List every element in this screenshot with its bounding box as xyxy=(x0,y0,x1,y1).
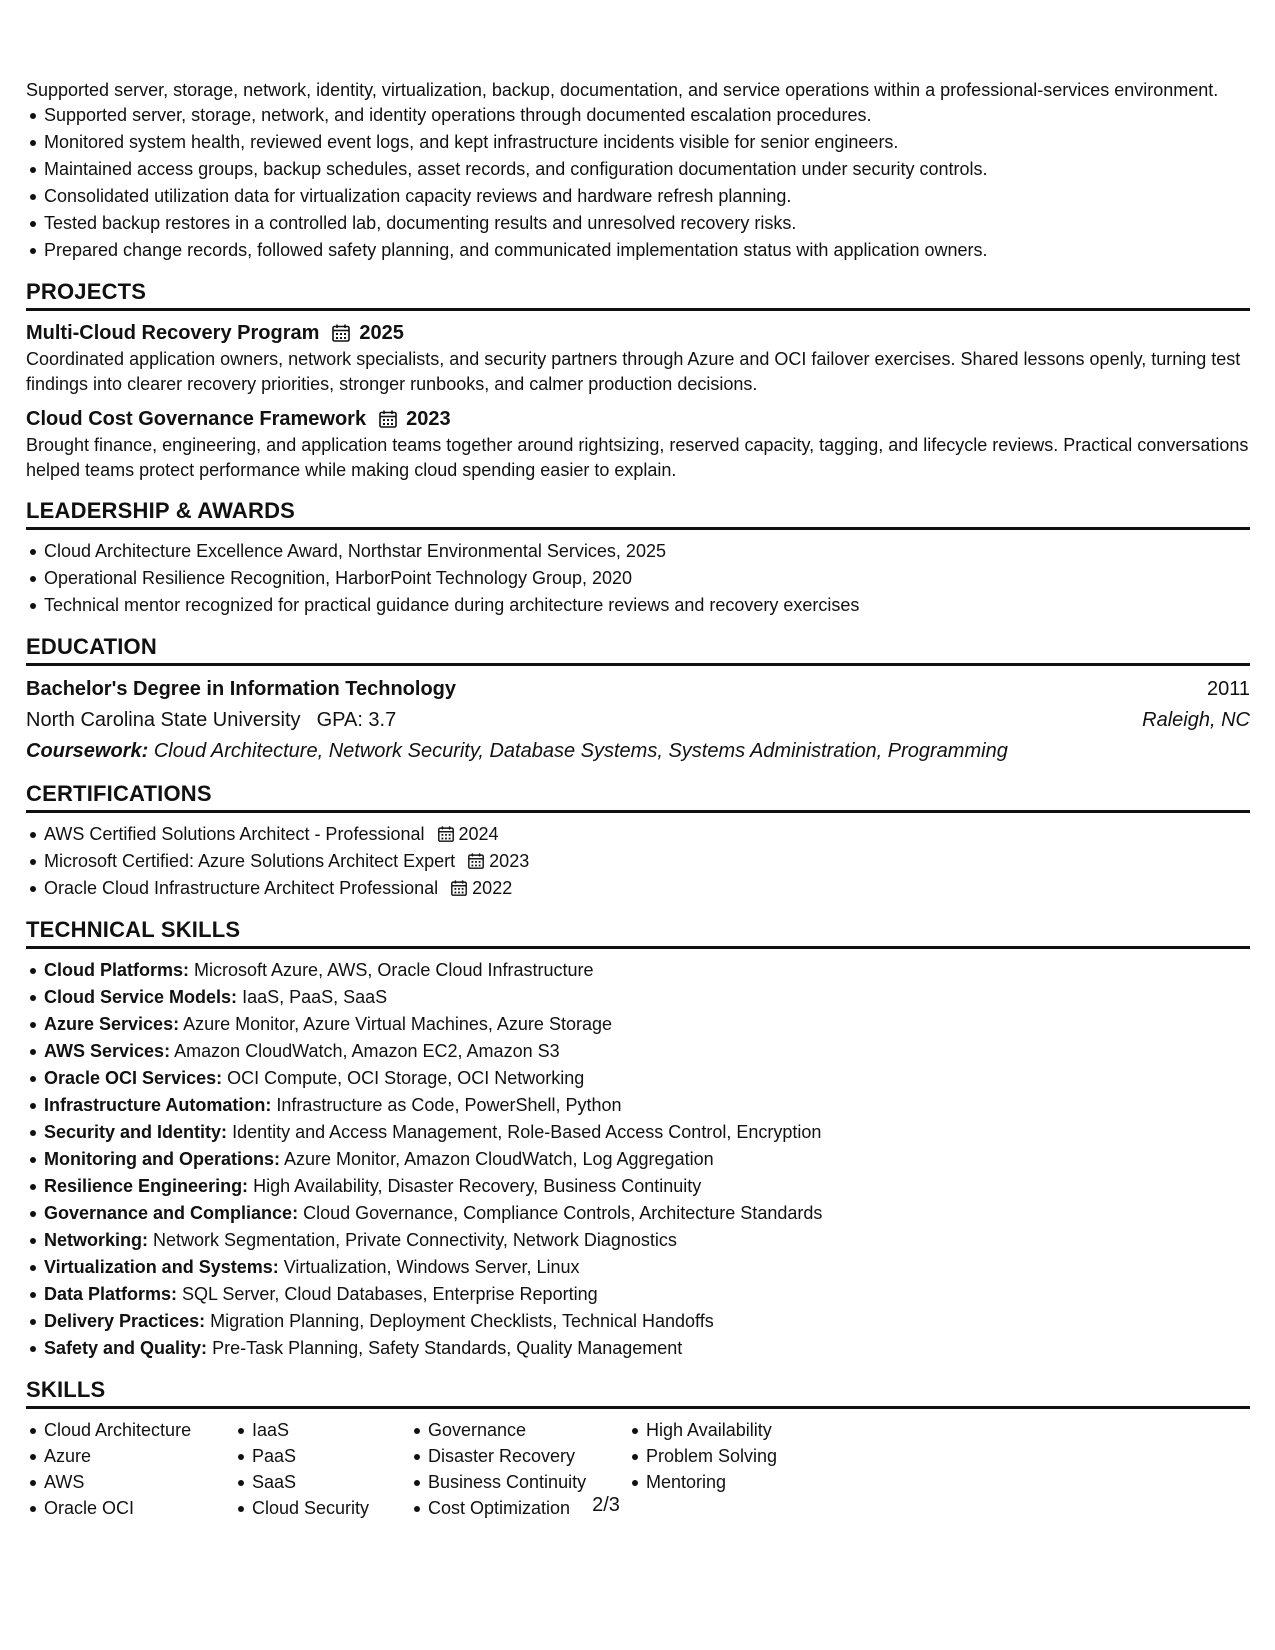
skill-category: Security and Identity: xyxy=(44,1122,228,1142)
calendar-icon xyxy=(450,879,468,897)
skill-values: Identity and Access Management, Role-Based Access Control, Encryption xyxy=(232,1122,822,1142)
list-item: Supported server, storage, network, and identity operations through documented escalation procedures. xyxy=(44,102,1250,129)
awards-section xyxy=(26,497,1250,619)
coursework-label: Coursework: xyxy=(26,740,149,762)
section-title: SKILLS xyxy=(26,1376,1250,1409)
list-item xyxy=(44,1200,1250,1227)
certification-year: 2024 xyxy=(458,824,499,844)
skill-category: Monitoring and Operations: xyxy=(44,1149,280,1169)
section-title: LEADERSHIP & AWARDS xyxy=(26,497,1250,530)
section-title: TECHNICAL SKILLS xyxy=(26,916,1250,949)
project-item xyxy=(26,319,1250,397)
list-item xyxy=(44,1173,1250,1200)
technical-skills-list xyxy=(26,957,1250,1362)
intro-bullets xyxy=(26,102,1250,264)
list-item: Prepared change records, followed safety planning, and communicated implementation status with application owners. xyxy=(44,237,1250,264)
list-item xyxy=(44,1119,1250,1146)
certification-year: 2023 xyxy=(489,851,530,871)
list-item: Mentoring xyxy=(646,1469,846,1495)
gpa: GPA: 3.7 xyxy=(316,709,397,731)
skill-category: Virtualization and Systems: xyxy=(44,1257,279,1277)
skill-values: IaaS, PaaS, SaaS xyxy=(242,987,388,1007)
skill-values: Migration Planning, Deployment Checklists, Technical Handoffs xyxy=(210,1311,714,1331)
list-item: AWS xyxy=(44,1469,234,1495)
project-name: Multi-Cloud Recovery Program xyxy=(26,322,320,344)
project-description: Coordinated application owners, network specialists, and security partners through Azure and OCI failover exercises. Shared lessons openly, turning test findings into clearer recovery priorities, stronger runbooks, and calmer production decisions. xyxy=(26,349,1241,394)
list-item xyxy=(44,1281,1250,1308)
list-item: Oracle OCI xyxy=(44,1495,234,1521)
resume-page xyxy=(26,78,1250,1521)
list-item: Azure xyxy=(44,1443,234,1469)
coursework-list: Cloud Architecture, Network Security, Database Systems, Systems Administration, Programming xyxy=(153,740,1008,762)
section-title: CERTIFICATIONS xyxy=(26,780,1250,813)
list-item: High Availability xyxy=(646,1417,846,1443)
degree-title: Bachelor's Degree in Information Technology xyxy=(26,678,457,700)
skill-category: Azure Services: xyxy=(44,1014,180,1034)
intro-summary: Supported server, storage, network, identity, virtualization, backup, documentation, and service operations within a professional-services environment. xyxy=(26,80,1219,100)
list-item: Cloud Architecture Excellence Award, Northstar Environmental Services, 2025 xyxy=(44,538,1250,565)
skill-values: Azure Monitor, Amazon CloudWatch, Log Aggregation xyxy=(284,1149,714,1169)
projects-section xyxy=(26,278,1250,483)
project-description: Brought finance, engineering, and application teams together around rightsizing, reserved capacity, tagging, and lifecycle reviews. Practical conversations helped teams protect performance while making cloud spending easier to explain. xyxy=(26,435,1249,480)
skill-values: High Availability, Disaster Recovery, Business Continuity xyxy=(253,1176,702,1196)
list-item: Cloud Security xyxy=(252,1495,410,1521)
skill-values: Microsoft Azure, AWS, Oracle Cloud Infrastructure xyxy=(194,960,594,980)
school-location: Raleigh, NC xyxy=(1142,709,1250,731)
list-item xyxy=(44,957,1250,984)
graduation-year: 2011 xyxy=(1206,678,1250,700)
list-item: Operational Resilience Recognition, HarborPoint Technology Group, 2020 xyxy=(44,565,1250,592)
list-item xyxy=(44,984,1250,1011)
skill-category: Cloud Service Models: xyxy=(44,987,238,1007)
calendar-icon xyxy=(437,825,455,843)
calendar-icon xyxy=(378,409,398,429)
skill-values: Network Segmentation, Private Connectivity, Network Diagnostics xyxy=(153,1230,677,1250)
certifications-list xyxy=(26,821,1250,902)
list-item: Technical mentor recognized for practical guidance during architecture reviews and recovery exercises xyxy=(44,592,1250,619)
list-item: SaaS xyxy=(252,1469,410,1495)
project-year: 2025 xyxy=(359,322,404,344)
list-item: Problem Solving xyxy=(646,1443,846,1469)
education-section xyxy=(26,633,1250,766)
list-item xyxy=(44,1146,1250,1173)
list-item: Consolidated utilization data for virtualization capacity reviews and hardware refresh planning. xyxy=(44,183,1250,210)
coursework xyxy=(26,736,1250,766)
list-item: Cloud Architecture xyxy=(44,1417,234,1443)
skill-values: SQL Server, Cloud Databases, Enterprise Reporting xyxy=(182,1284,598,1304)
section-title: EDUCATION xyxy=(26,633,1250,666)
school-name: North Carolina State University xyxy=(26,709,301,731)
skill-category: AWS Services: xyxy=(44,1041,171,1061)
list-item xyxy=(44,1308,1250,1335)
list-item xyxy=(44,848,1250,875)
certification-name: AWS Certified Solutions Architect - Professional xyxy=(44,824,425,844)
list-item: Monitored system health, reviewed event logs, and kept infrastructure incidents visible for senior engineers. xyxy=(44,129,1250,156)
skill-values: Cloud Governance, Compliance Controls, Architecture Standards xyxy=(303,1203,823,1223)
skill-values: OCI Compute, OCI Storage, OCI Networking xyxy=(227,1068,585,1088)
education-header xyxy=(26,674,1250,705)
skill-category: Resilience Engineering: xyxy=(44,1176,249,1196)
certification-year: 2022 xyxy=(472,878,513,898)
list-item: Cost Optimization xyxy=(428,1495,628,1521)
education-details xyxy=(26,705,1250,736)
list-item: Maintained access groups, backup schedules, asset records, and configuration documentation under security controls. xyxy=(44,156,1250,183)
project-name: Cloud Cost Governance Framework xyxy=(26,408,367,430)
list-item xyxy=(44,821,1250,848)
calendar-icon xyxy=(331,323,351,343)
list-item: Governance xyxy=(428,1417,628,1443)
certification-name: Microsoft Certified: Azure Solutions Architect Expert xyxy=(44,851,456,871)
list-item xyxy=(44,1254,1250,1281)
list-item xyxy=(44,1092,1250,1119)
list-item xyxy=(44,1038,1250,1065)
skill-values: Pre-Task Planning, Safety Standards, Quality Management xyxy=(212,1338,683,1358)
list-item: Tested backup restores in a controlled lab, documenting results and unresolved recovery risks. xyxy=(44,210,1250,237)
list-item xyxy=(44,1011,1250,1038)
skill-category: Governance and Compliance: xyxy=(44,1203,299,1223)
list-item: IaaS xyxy=(252,1417,410,1443)
list-item: PaaS xyxy=(252,1443,410,1469)
skill-category: Infrastructure Automation: xyxy=(44,1095,272,1115)
skill-values: Infrastructure as Code, PowerShell, Python xyxy=(276,1095,622,1115)
list-item xyxy=(44,1227,1250,1254)
skill-values: Azure Monitor, Azure Virtual Machines, Azure Storage xyxy=(183,1014,612,1034)
list-item: Disaster Recovery xyxy=(428,1443,628,1469)
skill-category: Oracle OCI Services: xyxy=(44,1068,223,1088)
skill-category: Safety and Quality: xyxy=(44,1338,208,1358)
technical-skills-section xyxy=(26,916,1250,1362)
skill-category: Cloud Platforms: xyxy=(44,960,190,980)
skill-values: Virtualization, Windows Server, Linux xyxy=(283,1257,580,1277)
certification-name: Oracle Cloud Infrastructure Architect Professional xyxy=(44,878,439,898)
list-item xyxy=(44,1065,1250,1092)
certifications-section xyxy=(26,780,1250,902)
skill-category: Networking: xyxy=(44,1230,149,1250)
skill-category: Delivery Practices: xyxy=(44,1311,206,1331)
list-item xyxy=(44,875,1250,902)
calendar-icon xyxy=(467,852,485,870)
page-number: 2/3 xyxy=(592,1494,620,1516)
list-item xyxy=(44,1335,1250,1362)
section-title: PROJECTS xyxy=(26,278,1250,311)
list-item: Business Continuity xyxy=(428,1469,628,1495)
skill-values: Amazon CloudWatch, Amazon EC2, Amazon S3 xyxy=(174,1041,560,1061)
project-item xyxy=(26,405,1250,483)
project-year: 2023 xyxy=(406,408,451,430)
project-header xyxy=(26,319,1250,347)
project-header xyxy=(26,405,1250,433)
skill-category: Data Platforms: xyxy=(44,1284,178,1304)
awards-list xyxy=(26,538,1250,619)
